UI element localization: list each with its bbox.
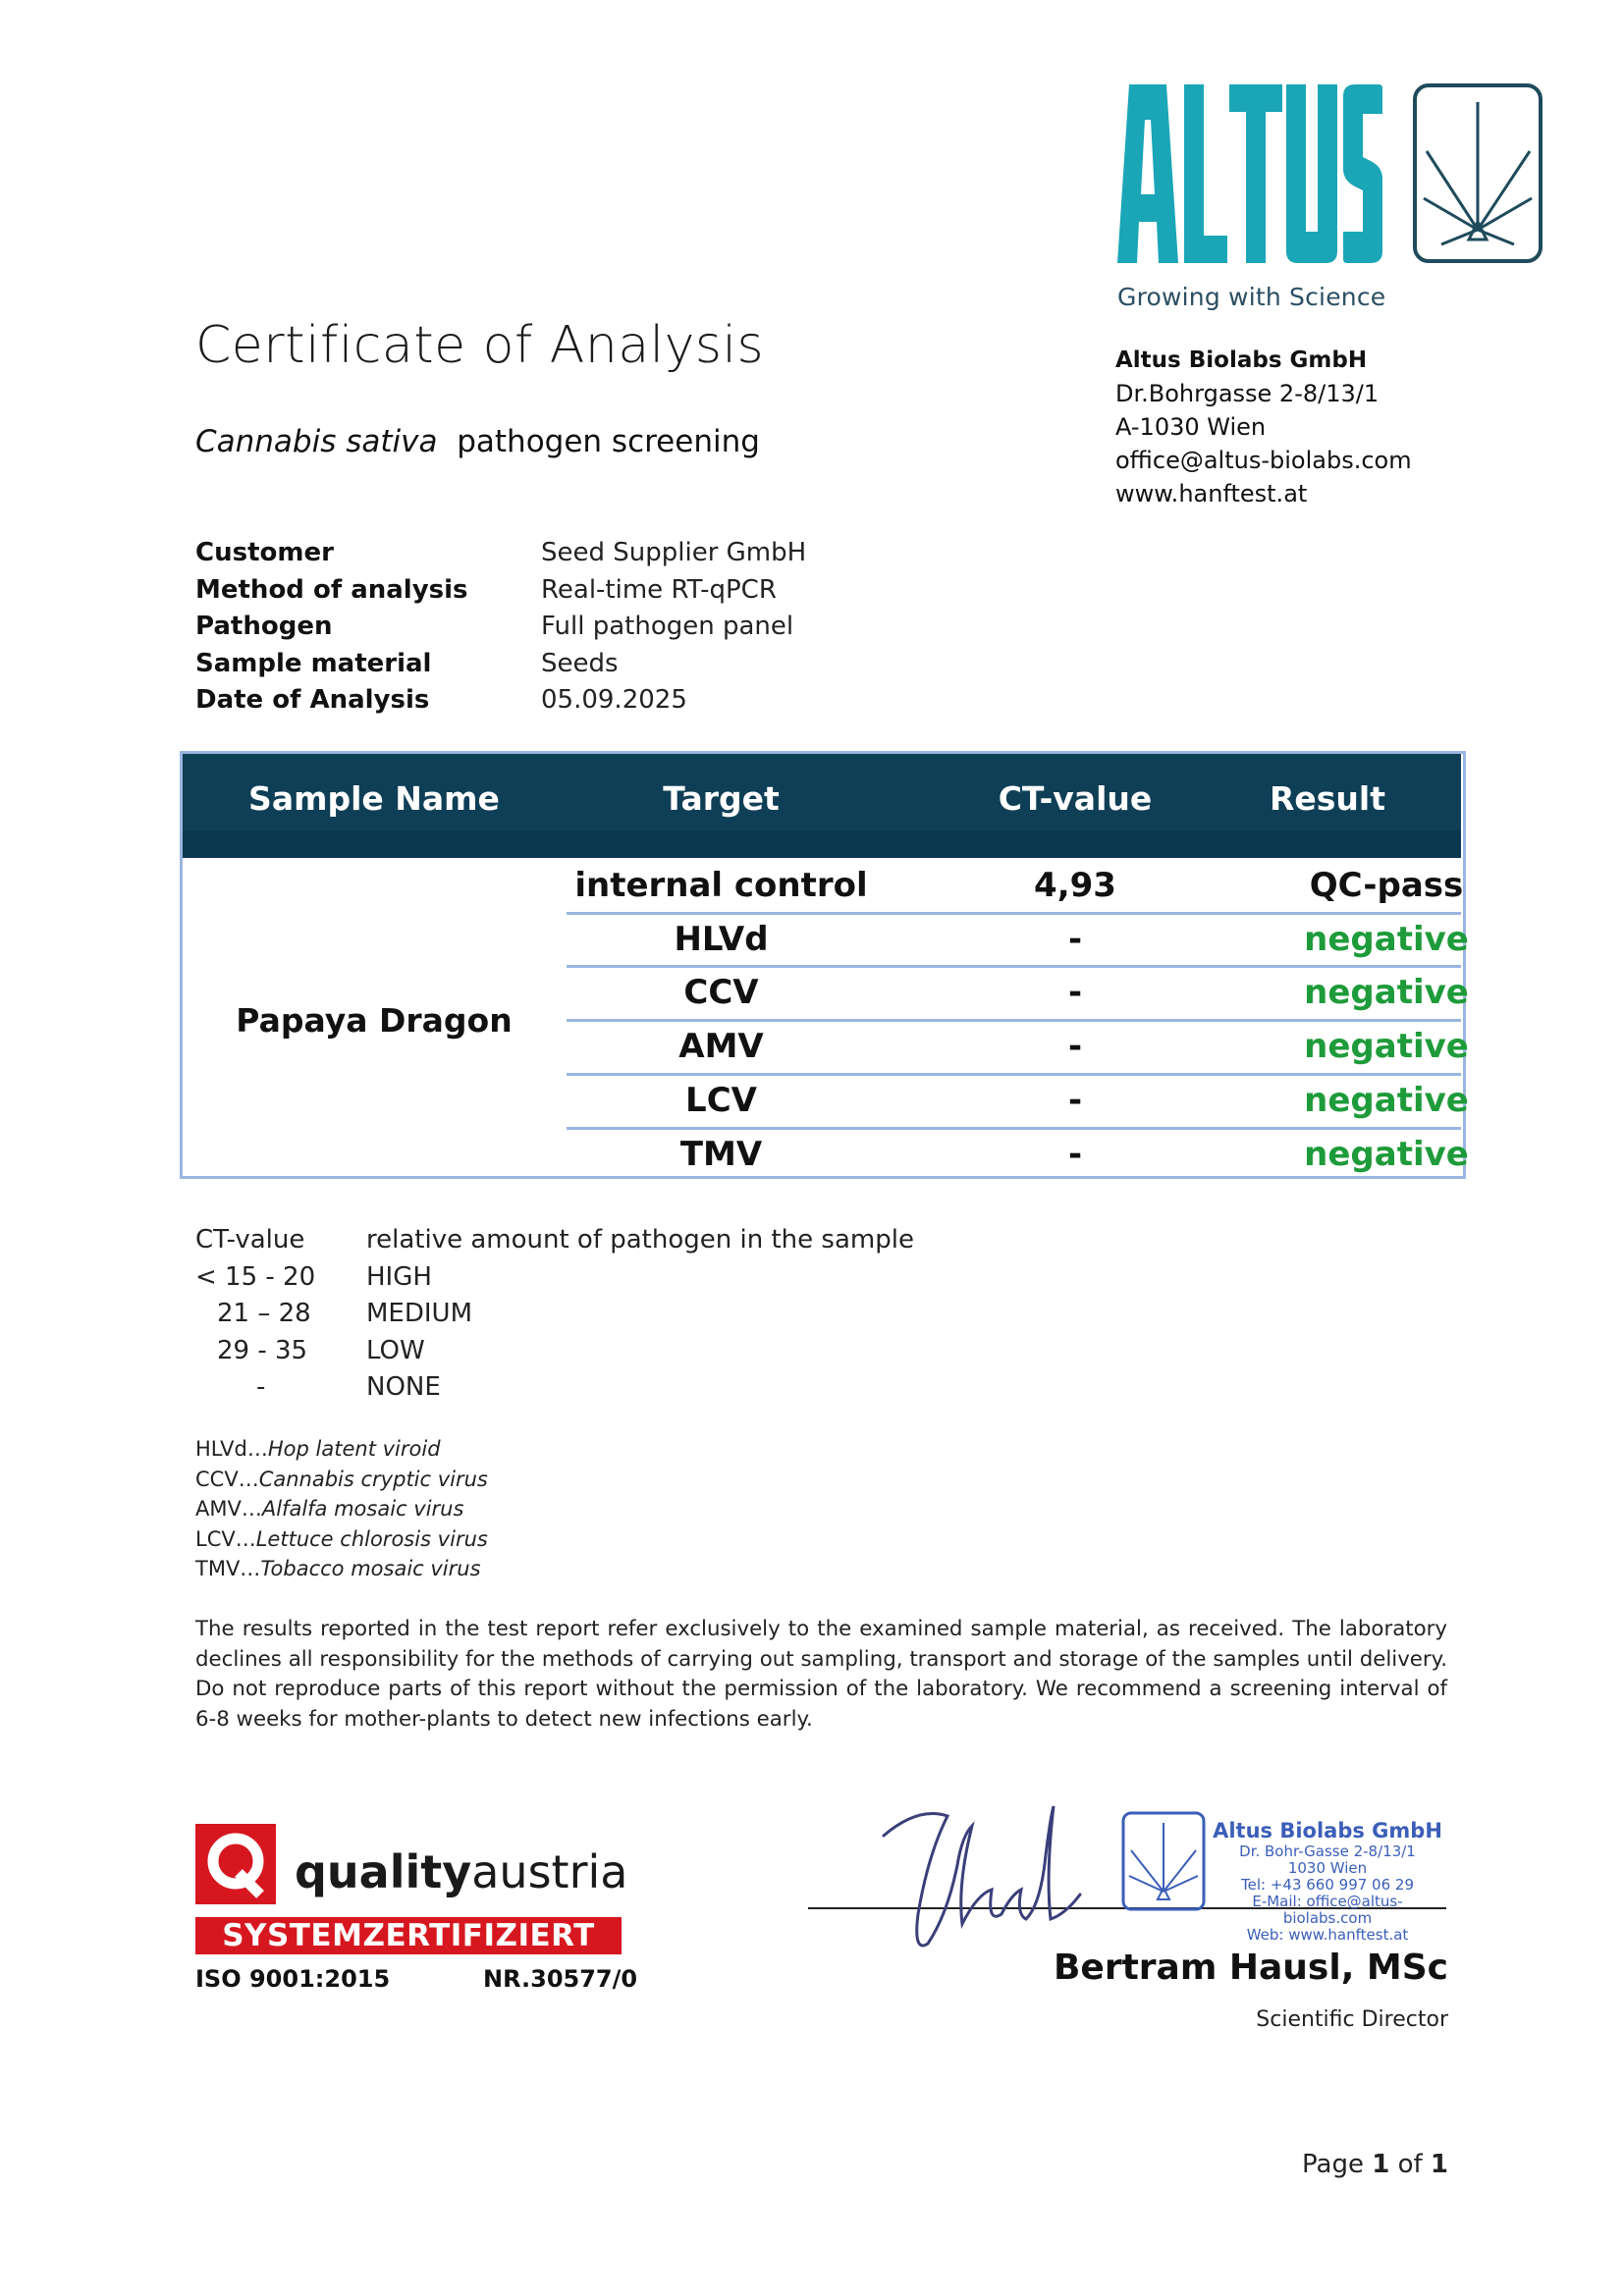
document-title: Certificate of Analysis (195, 316, 765, 375)
result-cell: negative (1304, 973, 1469, 1012)
abbreviation-item (195, 1494, 488, 1524)
target-cell: CCV (683, 973, 759, 1012)
abbreviation-full: Alfalfa mosaic virus (261, 1497, 464, 1521)
stamp-city: 1030 Wien (1287, 1859, 1368, 1877)
result-cell: negative (1304, 1027, 1469, 1066)
stamp-tel: Tel: +43 660 997 06 29 (1241, 1876, 1414, 1894)
stamp-email: E-Mail: office@altus-biolabs.com (1252, 1893, 1403, 1927)
abbreviation-list (195, 1434, 488, 1584)
signer-name: Bertram Hausl, MSc (1053, 1948, 1448, 1988)
disclaimer-text: The results reported in the test report refer exclusively to the examined sample material, as received. The laboratory declines all responsibility for the methods of carrying out sampling, transport and storage of the samples until delivery. Do not reproduce parts of this report without the permission of the laboratory. We recommend a screening interval of 6-8 weeks for mother-plants to detect new infections early. (195, 1617, 1447, 1732)
target-cell: HLVd (674, 920, 769, 959)
iso-standard: ISO 9001:2015 (195, 1965, 391, 1993)
cannabis-leaf-emblem-icon (1412, 82, 1543, 264)
signer-role: Scientific Director (1256, 2007, 1448, 2032)
header-divider (183, 830, 1461, 858)
address-company: Altus Biolabs GmbH (1115, 347, 1368, 373)
austria-word: austria (471, 1845, 628, 1898)
quality-word: quality (295, 1845, 472, 1898)
altus-logo (1117, 84, 1382, 263)
result-cell: negative (1304, 920, 1469, 959)
abbreviation-item (195, 1524, 488, 1555)
legend-value: LOW (366, 1335, 425, 1365)
meta-label: Date of Analysis (195, 685, 430, 715)
meta-label: Method of analysis (195, 574, 468, 605)
sample-name-cell: Papaya Dragon (236, 1001, 513, 1040)
certification-band: SYSTEMZERTIFIZIERT (195, 1917, 622, 1954)
page-current: 1 (1372, 2150, 1390, 2179)
meta-row (195, 535, 806, 572)
ct-cell: - (1067, 1135, 1083, 1174)
legend-key: < 15 - 20 (195, 1261, 316, 1292)
certificate-number: NR.30577/0 (483, 1965, 638, 1993)
subtitle-species: Cannabis sativa (195, 424, 438, 459)
address-street: Dr.Bohrgasse 2-8/13/1 (1115, 380, 1380, 407)
abbreviation-code: LCV… (195, 1526, 256, 1551)
document-subtitle (195, 424, 760, 459)
abbreviation-item (195, 1465, 488, 1495)
abbreviation-item (195, 1434, 488, 1465)
table-row (567, 1021, 1469, 1072)
abbreviation-code: CCV… (195, 1467, 259, 1491)
legend-key: CT-value (195, 1225, 305, 1255)
target-cell: internal control (574, 866, 868, 905)
result-cell: QC-pass (1309, 866, 1464, 905)
legend-row (195, 1369, 914, 1407)
abbreviation-full: Tobacco mosaic virus (260, 1557, 481, 1580)
meta-row (195, 609, 806, 646)
results-table-header (183, 754, 1461, 858)
target-cell: AMV (678, 1027, 764, 1066)
ct-cell: - (1067, 920, 1083, 959)
abbreviation-full: Cannabis cryptic virus (258, 1467, 488, 1491)
subtitle-text: pathogen screening (457, 424, 760, 459)
stamp-emblem-icon (1121, 1811, 1206, 1911)
quality-austria-wordmark (295, 1845, 627, 1898)
table-row (567, 860, 1464, 911)
address-city: A-1030 Wien (1115, 413, 1267, 441)
meta-value: Seeds (541, 648, 619, 678)
meta-label: Sample material (195, 648, 432, 678)
abbreviation-code: HLVd… (195, 1437, 268, 1461)
meta-row (195, 646, 806, 683)
ct-cell: - (1067, 1027, 1083, 1066)
legend-row (195, 1222, 914, 1259)
page-total: 1 (1430, 2150, 1448, 2179)
legend-row (195, 1333, 914, 1370)
abbreviation-code: AMV… (195, 1497, 262, 1521)
page-mid: of (1389, 2150, 1431, 2179)
legend-key: - (256, 1372, 266, 1402)
meta-label: Customer (195, 538, 334, 567)
abbreviation-full: Lettuce chlorosis virus (255, 1526, 488, 1551)
meta-row (195, 682, 806, 720)
meta-value: Seed Supplier GmbH (541, 538, 807, 567)
meta-value: 05.09.2025 (541, 685, 687, 715)
stamp-web: Web: www.hanftest.at (1246, 1926, 1409, 1944)
ct-cell: - (1067, 973, 1083, 1012)
legend-value: relative amount of pathogen in the sample (366, 1225, 914, 1255)
meta-value: Real-time RT-qPCR (541, 574, 777, 605)
result-cell: negative (1304, 1135, 1469, 1174)
legend-key: 29 - 35 (217, 1335, 308, 1365)
page-prefix: Page (1302, 2150, 1373, 2179)
target-cell: TMV (679, 1135, 763, 1174)
page-number (982, 2150, 1448, 2179)
legend-value: HIGH (366, 1261, 432, 1292)
table-row (567, 967, 1469, 1018)
header-result: Result (1269, 779, 1385, 818)
header-sample-name: Sample Name (248, 779, 500, 818)
lab-address (1115, 344, 1412, 510)
logo-tagline: Growing with Science (1117, 283, 1386, 311)
meta-label: Pathogen (195, 612, 333, 641)
quality-austria-q-icon (195, 1824, 276, 1904)
ct-cell: - (1067, 1081, 1083, 1120)
legend-value: NONE (366, 1372, 441, 1402)
ct-value-legend (195, 1222, 914, 1407)
analysis-meta (195, 535, 806, 720)
legend-key: 21 – 28 (217, 1299, 311, 1328)
legend-row (195, 1296, 914, 1333)
legend-row (195, 1259, 914, 1297)
abbreviation-code: TMV… (195, 1557, 261, 1580)
header-ct-value: CT-value (998, 779, 1153, 818)
abbreviation-item (195, 1554, 488, 1584)
table-row (567, 914, 1469, 965)
handwritten-signature (879, 1796, 1085, 1968)
company-stamp (1210, 1818, 1445, 1944)
table-row (567, 1075, 1469, 1126)
meta-row (195, 572, 806, 610)
target-cell: LCV (685, 1081, 757, 1120)
meta-value: Full pathogen panel (541, 612, 794, 641)
abbreviation-full: Hop latent viroid (267, 1437, 441, 1461)
stamp-company: Altus Biolabs GmbH (1213, 1819, 1442, 1842)
table-row (567, 1129, 1469, 1180)
ct-cell: 4,93 (1034, 866, 1116, 905)
address-web: www.hanftest.at (1115, 480, 1308, 507)
legend-value: MEDIUM (366, 1299, 473, 1328)
address-email: office@altus-biolabs.com (1115, 447, 1412, 474)
result-cell: negative (1304, 1081, 1469, 1120)
header-target: Target (663, 779, 780, 818)
stamp-street: Dr. Bohr-Gasse 2-8/13/1 (1239, 1842, 1416, 1860)
